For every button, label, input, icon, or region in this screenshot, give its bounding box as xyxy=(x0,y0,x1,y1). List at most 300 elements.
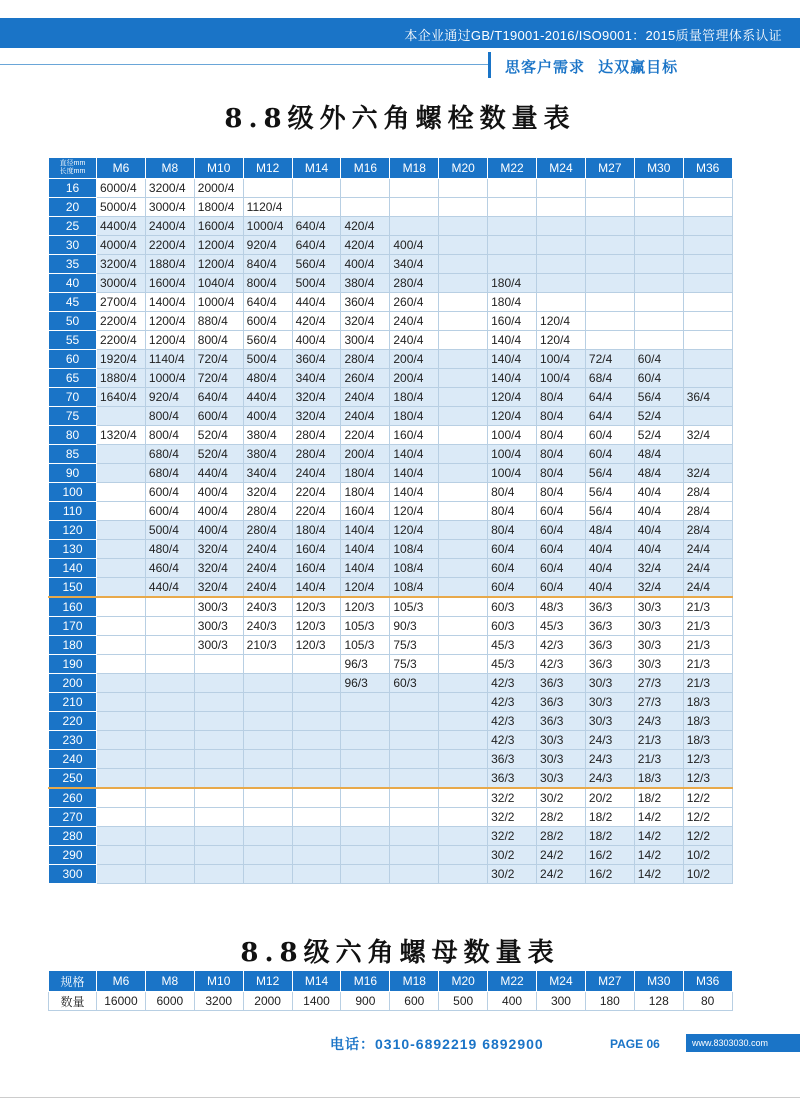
quantity-cell: 6000/4 xyxy=(97,179,146,198)
quantity-cell: 1320/4 xyxy=(97,426,146,445)
quantity-cell: 520/4 xyxy=(194,445,243,464)
quantity-cell xyxy=(292,693,341,712)
quantity-cell xyxy=(390,865,439,884)
page-number: PAGE 06 xyxy=(610,1037,660,1051)
quantity-cell: 40/4 xyxy=(585,578,634,598)
quantity-cell: 1400/4 xyxy=(145,293,194,312)
quantity-cell: 10/2 xyxy=(683,865,732,884)
quantity-cell xyxy=(439,445,488,464)
length-cell: 250 xyxy=(49,769,97,789)
quantity-cell xyxy=(439,502,488,521)
nut-column-header-m12: M12 xyxy=(243,971,292,992)
quantity-cell: 380/4 xyxy=(243,445,292,464)
table-row xyxy=(49,388,733,407)
quantity-cell: 40/4 xyxy=(634,521,683,540)
table-row xyxy=(49,769,733,789)
nut-quantity-cell: 300 xyxy=(537,992,586,1011)
quantity-cell: 520/4 xyxy=(194,426,243,445)
table-row xyxy=(49,578,733,598)
quantity-cell: 80/4 xyxy=(537,445,586,464)
column-header-m10: M10 xyxy=(194,158,243,179)
quantity-cell xyxy=(292,750,341,769)
quantity-cell xyxy=(97,636,146,655)
nut-column-header-m16: M16 xyxy=(341,971,390,992)
quantity-cell xyxy=(390,217,439,236)
quantity-cell xyxy=(683,331,732,350)
quantity-cell: 200/4 xyxy=(390,350,439,369)
column-header-m22: M22 xyxy=(488,158,537,179)
quantity-cell: 36/3 xyxy=(488,750,537,769)
quantity-cell xyxy=(634,255,683,274)
quantity-cell: 18/3 xyxy=(634,769,683,789)
quantity-cell: 600/4 xyxy=(145,483,194,502)
quantity-cell xyxy=(683,407,732,426)
quantity-cell: 380/4 xyxy=(243,426,292,445)
quantity-cell: 800/4 xyxy=(194,331,243,350)
table-row xyxy=(49,636,733,655)
quantity-cell: 64/4 xyxy=(585,407,634,426)
quantity-cell: 60/3 xyxy=(488,617,537,636)
length-cell: 110 xyxy=(49,502,97,521)
quantity-cell: 120/4 xyxy=(390,521,439,540)
quantity-cell xyxy=(634,331,683,350)
quantity-cell xyxy=(585,331,634,350)
quantity-cell xyxy=(292,769,341,789)
quantity-cell: 80/4 xyxy=(537,388,586,407)
quantity-cell: 300/3 xyxy=(194,617,243,636)
quantity-cell: 240/4 xyxy=(341,407,390,426)
quantity-cell xyxy=(97,750,146,769)
quantity-cell: 320/4 xyxy=(194,559,243,578)
quantity-cell: 340/4 xyxy=(390,255,439,274)
quantity-cell: 21/3 xyxy=(683,636,732,655)
quantity-cell: 280/4 xyxy=(390,274,439,293)
table-row xyxy=(49,655,733,674)
quantity-cell xyxy=(439,426,488,445)
quantity-cell: 920/4 xyxy=(145,388,194,407)
nut-quantity-cell: 16000 xyxy=(97,992,146,1011)
length-cell: 300 xyxy=(49,865,97,884)
length-cell: 90 xyxy=(49,464,97,483)
quantity-cell: 560/4 xyxy=(243,331,292,350)
quantity-cell: 30/3 xyxy=(537,731,586,750)
quantity-cell: 36/3 xyxy=(488,769,537,789)
quantity-cell: 1000/4 xyxy=(145,369,194,388)
nut-quantity-cell: 128 xyxy=(634,992,683,1011)
quantity-cell xyxy=(292,674,341,693)
length-cell: 290 xyxy=(49,846,97,865)
quantity-cell: 52/4 xyxy=(634,426,683,445)
quantity-cell: 280/4 xyxy=(341,350,390,369)
column-header-m12: M12 xyxy=(243,158,292,179)
quantity-cell xyxy=(292,179,341,198)
quantity-cell: 140/4 xyxy=(488,350,537,369)
quantity-cell xyxy=(537,179,586,198)
quantity-cell: 36/3 xyxy=(585,655,634,674)
quantity-cell xyxy=(97,769,146,789)
quantity-cell: 420/4 xyxy=(341,236,390,255)
quantity-cell: 45/3 xyxy=(537,617,586,636)
quantity-cell xyxy=(439,578,488,598)
quantity-cell: 100/4 xyxy=(488,426,537,445)
quantity-cell: 640/4 xyxy=(292,236,341,255)
quantity-cell xyxy=(439,179,488,198)
quantity-cell xyxy=(145,846,194,865)
quantity-cell xyxy=(683,369,732,388)
quantity-cell xyxy=(97,827,146,846)
quantity-cell xyxy=(390,198,439,217)
length-cell: 70 xyxy=(49,388,97,407)
nut-quantity-cell: 600 xyxy=(390,992,439,1011)
quantity-cell: 300/3 xyxy=(194,636,243,655)
quantity-cell: 18/2 xyxy=(634,788,683,808)
quantity-cell: 1880/4 xyxy=(97,369,146,388)
quantity-cell: 340/4 xyxy=(243,464,292,483)
quantity-cell: 400/4 xyxy=(341,255,390,274)
length-cell: 210 xyxy=(49,693,97,712)
quantity-cell: 68/4 xyxy=(585,369,634,388)
quantity-cell: 28/4 xyxy=(683,521,732,540)
quantity-cell: 3000/4 xyxy=(97,274,146,293)
nut-table-header-row xyxy=(49,971,733,992)
quantity-cell: 3200/4 xyxy=(97,255,146,274)
quantity-cell xyxy=(145,827,194,846)
quantity-cell: 240/4 xyxy=(243,559,292,578)
quantity-cell xyxy=(683,274,732,293)
quantity-cell: 48/4 xyxy=(634,464,683,483)
quantity-cell: 3200/4 xyxy=(145,179,194,198)
quantity-cell xyxy=(537,236,586,255)
quantity-cell: 60/4 xyxy=(488,578,537,598)
quantity-cell: 60/4 xyxy=(537,540,586,559)
quantity-cell xyxy=(439,865,488,884)
quantity-cell: 280/4 xyxy=(292,426,341,445)
table-row xyxy=(49,521,733,540)
quantity-cell xyxy=(439,274,488,293)
quantity-cell xyxy=(145,808,194,827)
quantity-cell: 500/4 xyxy=(292,274,341,293)
diameter-label: 直径mm xyxy=(59,160,86,167)
company-slogan: 思客户需求 达双赢目标 xyxy=(505,59,679,76)
quantity-cell xyxy=(390,731,439,750)
quantity-cell: 30/2 xyxy=(537,788,586,808)
table-row xyxy=(49,426,733,445)
quantity-cell xyxy=(243,769,292,789)
quantity-cell: 680/4 xyxy=(145,445,194,464)
quantity-cell: 640/4 xyxy=(243,293,292,312)
length-label: 长度mm xyxy=(59,168,86,175)
quantity-cell xyxy=(194,865,243,884)
quantity-cell: 160/4 xyxy=(292,540,341,559)
quantity-cell xyxy=(341,846,390,865)
website-link[interactable]: www.8303030.com xyxy=(686,1034,800,1052)
quantity-cell xyxy=(585,217,634,236)
quantity-cell: 880/4 xyxy=(194,312,243,331)
quantity-cell: 14/2 xyxy=(634,808,683,827)
quantity-cell: 105/3 xyxy=(390,597,439,617)
quantity-cell: 20/2 xyxy=(585,788,634,808)
quantity-cell: 720/4 xyxy=(194,350,243,369)
quantity-cell xyxy=(194,750,243,769)
quantity-cell: 400/4 xyxy=(194,521,243,540)
table-row xyxy=(49,617,733,636)
quantity-cell: 56/4 xyxy=(634,388,683,407)
quantity-cell: 140/4 xyxy=(390,445,439,464)
quantity-cell xyxy=(292,846,341,865)
quantity-cell: 140/4 xyxy=(488,331,537,350)
quantity-cell: 75/3 xyxy=(390,636,439,655)
quantity-cell: 32/4 xyxy=(634,578,683,598)
quantity-cell xyxy=(634,312,683,331)
length-cell: 16 xyxy=(49,179,97,198)
quantity-cell: 400/4 xyxy=(194,483,243,502)
quantity-cell xyxy=(439,731,488,750)
quantity-cell xyxy=(439,597,488,617)
quantity-cell xyxy=(439,236,488,255)
length-cell: 75 xyxy=(49,407,97,426)
quantity-cell: 600/4 xyxy=(243,312,292,331)
quantity-cell xyxy=(439,350,488,369)
quantity-cell: 500/4 xyxy=(145,521,194,540)
quantity-cell: 320/4 xyxy=(292,388,341,407)
quantity-cell xyxy=(634,198,683,217)
table-row xyxy=(49,179,733,198)
quantity-cell: 120/4 xyxy=(488,388,537,407)
quantity-cell: 100/4 xyxy=(537,350,586,369)
quantity-cell: 21/3 xyxy=(683,617,732,636)
table-row xyxy=(49,808,733,827)
quantity-cell xyxy=(194,655,243,674)
quantity-cell xyxy=(488,236,537,255)
quantity-cell xyxy=(683,293,732,312)
table-row xyxy=(49,369,733,388)
quantity-cell: 30/3 xyxy=(634,597,683,617)
quantity-cell xyxy=(97,407,146,426)
quantity-cell: 45/3 xyxy=(488,655,537,674)
quantity-cell: 440/4 xyxy=(194,464,243,483)
quantity-cell xyxy=(97,597,146,617)
quantity-cell: 42/3 xyxy=(488,731,537,750)
length-cell: 140 xyxy=(49,559,97,578)
quantity-cell xyxy=(439,636,488,655)
quantity-cell xyxy=(439,293,488,312)
quantity-cell xyxy=(439,388,488,407)
nut-column-header-m24: M24 xyxy=(537,971,586,992)
quantity-cell: 280/4 xyxy=(243,521,292,540)
quantity-cell: 440/4 xyxy=(292,293,341,312)
quantity-cell xyxy=(634,217,683,236)
quantity-cell: 400/4 xyxy=(194,502,243,521)
table-row xyxy=(49,750,733,769)
quantity-cell xyxy=(439,559,488,578)
quantity-cell: 1880/4 xyxy=(145,255,194,274)
length-cell: 85 xyxy=(49,445,97,464)
quantity-cell: 600/4 xyxy=(194,407,243,426)
quantity-cell: 180/4 xyxy=(488,293,537,312)
quantity-cell xyxy=(439,674,488,693)
quantity-cell: 1600/4 xyxy=(194,217,243,236)
quantity-cell: 42/3 xyxy=(537,655,586,674)
quantity-cell: 500/4 xyxy=(243,350,292,369)
length-cell: 190 xyxy=(49,655,97,674)
quantity-cell: 460/4 xyxy=(145,559,194,578)
quantity-cell xyxy=(194,674,243,693)
quantity-cell: 60/4 xyxy=(585,445,634,464)
quantity-cell xyxy=(243,655,292,674)
table-row xyxy=(49,597,733,617)
quantity-cell: 30/2 xyxy=(488,865,537,884)
quantity-cell: 320/4 xyxy=(292,407,341,426)
quantity-cell: 280/4 xyxy=(292,445,341,464)
quantity-cell xyxy=(585,198,634,217)
bolt-table-title: 8.8级外六角螺栓数量表 xyxy=(224,104,576,134)
nut-column-header-m14: M14 xyxy=(292,971,341,992)
quantity-cell: 380/4 xyxy=(341,274,390,293)
quantity-cell xyxy=(341,712,390,731)
quantity-cell: 90/3 xyxy=(390,617,439,636)
column-header-m24: M24 xyxy=(537,158,586,179)
length-cell: 30 xyxy=(49,236,97,255)
table-row xyxy=(49,255,733,274)
quantity-cell xyxy=(97,617,146,636)
quantity-cell xyxy=(243,827,292,846)
quantity-cell xyxy=(243,808,292,827)
column-header-m27: M27 xyxy=(585,158,634,179)
column-header-m14: M14 xyxy=(292,158,341,179)
quantity-cell: 30/3 xyxy=(537,750,586,769)
quantity-cell xyxy=(341,827,390,846)
quantity-cell xyxy=(439,617,488,636)
table-row xyxy=(49,293,733,312)
quantity-cell xyxy=(439,750,488,769)
length-cell: 200 xyxy=(49,674,97,693)
table-row xyxy=(49,712,733,731)
quantity-cell: 120/4 xyxy=(488,407,537,426)
quantity-cell: 200/4 xyxy=(341,445,390,464)
length-cell: 120 xyxy=(49,521,97,540)
quantity-cell xyxy=(292,788,341,808)
quantity-cell xyxy=(390,750,439,769)
quantity-cell: 36/3 xyxy=(585,597,634,617)
quantity-cell xyxy=(439,521,488,540)
quantity-cell: 160/4 xyxy=(341,502,390,521)
quantity-cell: 600/4 xyxy=(145,502,194,521)
quantity-cell xyxy=(683,350,732,369)
quantity-cell xyxy=(488,217,537,236)
quantity-cell xyxy=(292,827,341,846)
quantity-cell: 160/4 xyxy=(292,559,341,578)
quantity-cell: 640/4 xyxy=(292,217,341,236)
quantity-cell xyxy=(341,865,390,884)
quantity-cell: 16/2 xyxy=(585,865,634,884)
quantity-cell xyxy=(390,769,439,789)
quantity-cell: 5000/4 xyxy=(97,198,146,217)
length-cell: 35 xyxy=(49,255,97,274)
length-cell: 260 xyxy=(49,788,97,808)
quantity-cell xyxy=(145,769,194,789)
quantity-cell: 14/2 xyxy=(634,827,683,846)
quantity-cell xyxy=(390,712,439,731)
quantity-cell: 400/4 xyxy=(292,331,341,350)
quantity-cell: 2200/4 xyxy=(97,312,146,331)
table-row xyxy=(49,827,733,846)
length-cell: 270 xyxy=(49,808,97,827)
bolt-table-header-row xyxy=(49,158,733,179)
quantity-cell: 100/4 xyxy=(488,464,537,483)
quantity-cell: 120/3 xyxy=(341,597,390,617)
slogan-accent-bar xyxy=(488,52,491,78)
quantity-cell: 80/4 xyxy=(537,483,586,502)
quantity-cell: 60/4 xyxy=(537,521,586,540)
quantity-cell xyxy=(97,808,146,827)
quantity-cell xyxy=(390,846,439,865)
quantity-cell: 2200/4 xyxy=(97,331,146,350)
quantity-cell: 800/4 xyxy=(145,426,194,445)
quantity-cell: 440/4 xyxy=(243,388,292,407)
quantity-cell xyxy=(537,293,586,312)
quantity-cell: 24/3 xyxy=(634,712,683,731)
quantity-cell: 36/3 xyxy=(537,693,586,712)
nut-quantity-cell: 3200 xyxy=(194,992,243,1011)
quantity-cell: 56/4 xyxy=(585,502,634,521)
quantity-cell: 18/3 xyxy=(683,693,732,712)
quantity-cell xyxy=(683,445,732,464)
quantity-cell: 320/4 xyxy=(341,312,390,331)
quantity-cell xyxy=(97,578,146,598)
quantity-cell: 340/4 xyxy=(292,369,341,388)
quantity-cell: 140/4 xyxy=(341,521,390,540)
quantity-cell: 32/4 xyxy=(634,559,683,578)
quantity-cell: 108/4 xyxy=(390,578,439,598)
quantity-cell xyxy=(145,865,194,884)
quantity-cell xyxy=(243,674,292,693)
quantity-cell: 180/4 xyxy=(292,521,341,540)
quantity-cell: 28/4 xyxy=(683,483,732,502)
quantity-cell xyxy=(683,217,732,236)
quantity-cell: 120/4 xyxy=(537,312,586,331)
quantity-cell xyxy=(97,559,146,578)
quantity-cell xyxy=(194,769,243,789)
quantity-cell xyxy=(439,407,488,426)
quantity-cell xyxy=(243,731,292,750)
bolt-quantity-table xyxy=(48,157,733,884)
quantity-cell xyxy=(97,483,146,502)
quantity-cell: 24/4 xyxy=(683,578,732,598)
quantity-cell: 32/4 xyxy=(683,464,732,483)
table-row xyxy=(49,865,733,884)
quantity-cell: 80/4 xyxy=(488,483,537,502)
quantity-cell: 72/4 xyxy=(585,350,634,369)
quantity-cell xyxy=(390,179,439,198)
quantity-cell xyxy=(683,312,732,331)
quantity-cell: 4400/4 xyxy=(97,217,146,236)
length-cell: 25 xyxy=(49,217,97,236)
quantity-cell xyxy=(243,788,292,808)
quantity-cell xyxy=(97,464,146,483)
quantity-cell: 27/3 xyxy=(634,693,683,712)
quantity-cell xyxy=(145,597,194,617)
length-cell: 50 xyxy=(49,312,97,331)
quantity-cell xyxy=(243,712,292,731)
quantity-cell: 360/4 xyxy=(292,350,341,369)
quantity-cell: 1640/4 xyxy=(97,388,146,407)
quantity-cell: 2700/4 xyxy=(97,293,146,312)
nut-quantity-cell: 2000 xyxy=(243,992,292,1011)
bottom-rule xyxy=(0,1097,800,1098)
quantity-cell xyxy=(145,655,194,674)
quantity-cell: 32/2 xyxy=(488,788,537,808)
quantity-cell xyxy=(145,693,194,712)
